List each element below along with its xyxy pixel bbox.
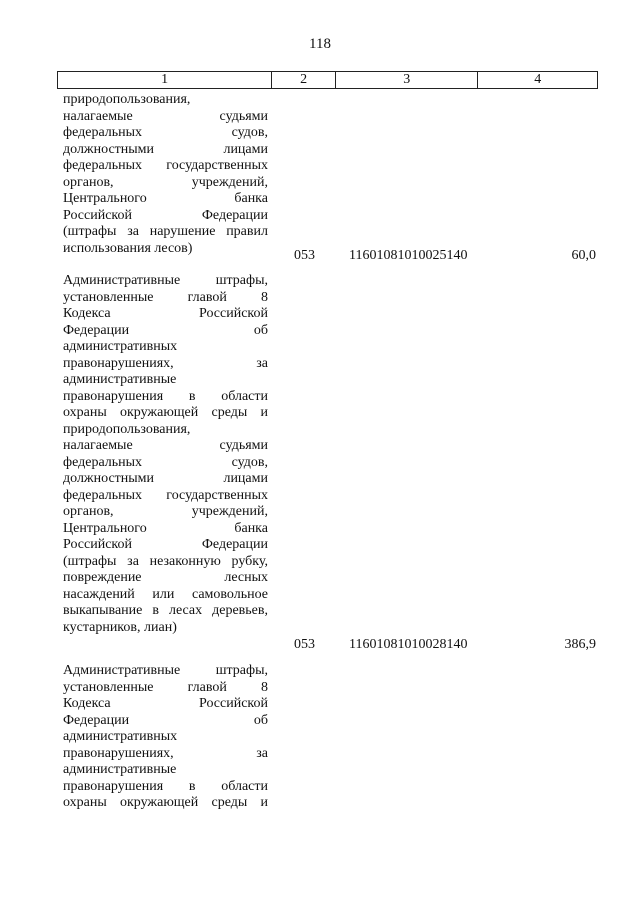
description-line: федеральных судов,: [63, 454, 268, 470]
description-line: налагаемые судьями: [63, 108, 268, 124]
description-line: органов, учреждений,: [63, 504, 268, 519]
description-line: федеральных судов,: [63, 125, 268, 140]
description-line: выкапывание в лесах деревьев,: [63, 603, 268, 618]
description-line: Федерации об: [63, 712, 268, 728]
admin-code: 053: [294, 637, 315, 652]
page-number: 118: [309, 36, 331, 52]
description-line: использования лесов): [63, 240, 193, 256]
table-row: [63, 663, 598, 812]
header-col-4: 4: [534, 72, 542, 87]
description-line: повреждение лесных: [63, 570, 268, 585]
header-col-3: 3: [336, 72, 478, 88]
header-col-2: 2: [272, 72, 336, 88]
description-line: должностными лицами: [63, 471, 268, 486]
table-header-row: [57, 71, 598, 89]
amount: 60,0: [571, 248, 596, 263]
description-line: федеральных государственных: [63, 487, 268, 503]
description-line: охраны окружающей среды и: [63, 795, 268, 810]
description-line: Кодекса Российской: [63, 696, 268, 711]
description-line: установленные главой 8: [63, 289, 268, 305]
kbk-code: 11601081010028140: [349, 637, 468, 652]
description-line: кустарников, лиан): [63, 619, 177, 635]
description-line: Российской Федерации: [63, 207, 268, 223]
description-line: природопользования,: [63, 92, 191, 107]
row-description: [63, 663, 268, 812]
description-line: (штрафы за нарушение правил: [63, 224, 268, 239]
description-line: природопользования,: [63, 421, 191, 437]
header-col-1: 1: [58, 72, 272, 88]
description-line: насаждений или самовольное: [63, 586, 268, 602]
description-line: правонарушения в области: [63, 778, 268, 794]
description-line: должностными лицами: [63, 141, 268, 157]
description-line: правонарушениях, за: [63, 745, 268, 761]
description-line: налагаемые судьями: [63, 438, 268, 453]
description-line: административных: [63, 729, 178, 744]
kbk-code: 11601081010025140: [349, 248, 468, 263]
description-line: административные: [63, 762, 177, 777]
description-line: Кодекса Российской: [63, 306, 268, 321]
description-line: федеральных государственных: [63, 158, 268, 173]
row-description: [63, 273, 268, 636]
description-line: органов, учреждений,: [63, 174, 268, 190]
description-line: административные: [63, 372, 177, 387]
description-line: правонарушениях, за: [63, 355, 268, 371]
description-line: правонарушения в области: [63, 388, 268, 404]
description-line: Административные штрафы,: [63, 663, 268, 678]
description-line: Российской Федерации: [63, 537, 268, 552]
description-line: Центрального банка: [63, 191, 268, 206]
description-line: Административные штрафы,: [63, 273, 268, 288]
description-line: Федерации об: [63, 322, 268, 338]
row-description: [63, 92, 268, 257]
admin-code: 053: [294, 248, 315, 263]
table-row: [63, 273, 598, 652]
description-line: Центрального банка: [63, 520, 268, 536]
description-line: (штрафы за незаконную рубку,: [63, 553, 268, 569]
amount: 386,9: [564, 637, 596, 652]
description-line: административных: [63, 339, 178, 354]
description-line: установленные главой 8: [63, 679, 268, 695]
description-line: охраны окружающей среды и: [63, 405, 268, 420]
table-row: [63, 92, 598, 263]
